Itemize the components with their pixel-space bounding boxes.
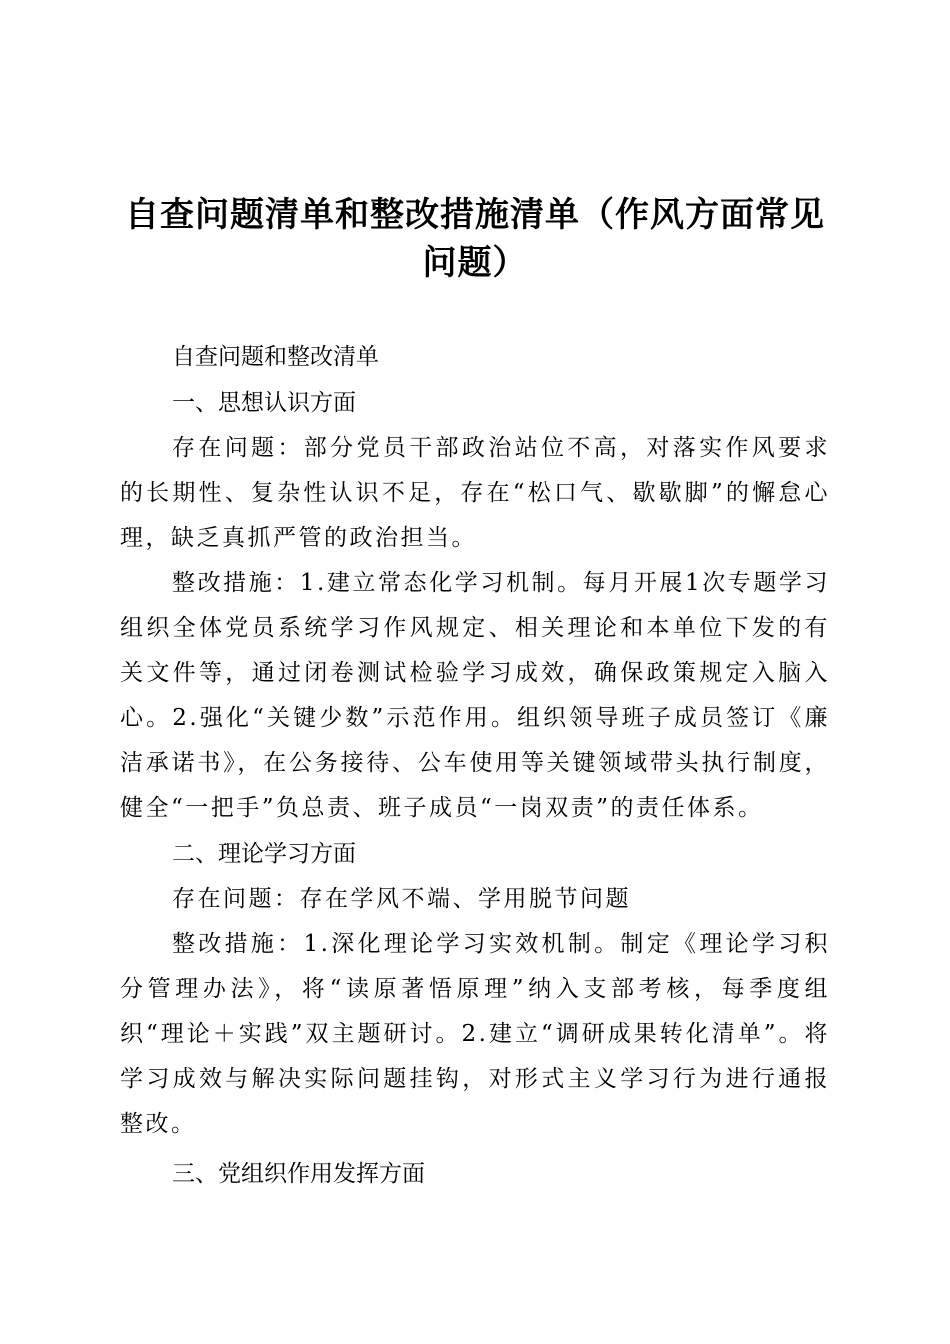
document-body bbox=[120, 334, 830, 1197]
measures-paragraph: 整改措施：1.深化理论学习实效机制。制定《理论学习积分管理办法》，将“读原著悟原理”纳入支部考核，每季度组织“理论＋实践”双主题研讨。2.建立“调研成果转化清单”。将学习成效与解决实际问题挂钩，对形式主义学习行为进行通报整改。 bbox=[120, 931, 830, 1137]
section-party-organization bbox=[120, 1151, 830, 1197]
document-subtitle: 自查问题和整改清单 bbox=[172, 344, 379, 370]
section-theory-study bbox=[120, 831, 830, 1147]
section-thinking bbox=[120, 380, 830, 831]
section-heading: 三、党组织作用发挥方面 bbox=[172, 1161, 425, 1187]
document-title: 自查问题清单和整改措施清单（作风方面常见问题） bbox=[125, 195, 825, 283]
section-heading: 一、思想认识方面 bbox=[172, 390, 356, 416]
problem-paragraph: 存在问题：存在学风不端、学用脱节问题 bbox=[172, 886, 631, 912]
measures-paragraph: 整改措施：1.建立常态化学习机制。每月开展1次专题学习组织全体党员系统学习作风规定、相关理论和本单位下发的有关文件等，通过闭卷测试检验学习成效，确保政策规定入脑入心。2.强化“关键少数”示范作用。组织领导班子成员签订《廉洁承诺书》，在公务接待、公车使用等关键领域带头执行制度，健全“一把手”负总责、班子成员“一岗双责”的责任体系。 bbox=[120, 570, 830, 821]
section-heading: 二、理论学习方面 bbox=[172, 841, 356, 867]
problem-paragraph: 存在问题：部分党员干部政治站位不高，对落实作风要求的长期性、复杂性认识不足，存在“松口气、歇歇脚”的懈怠心理，缺乏真抓严管的政治担当。 bbox=[120, 435, 830, 551]
